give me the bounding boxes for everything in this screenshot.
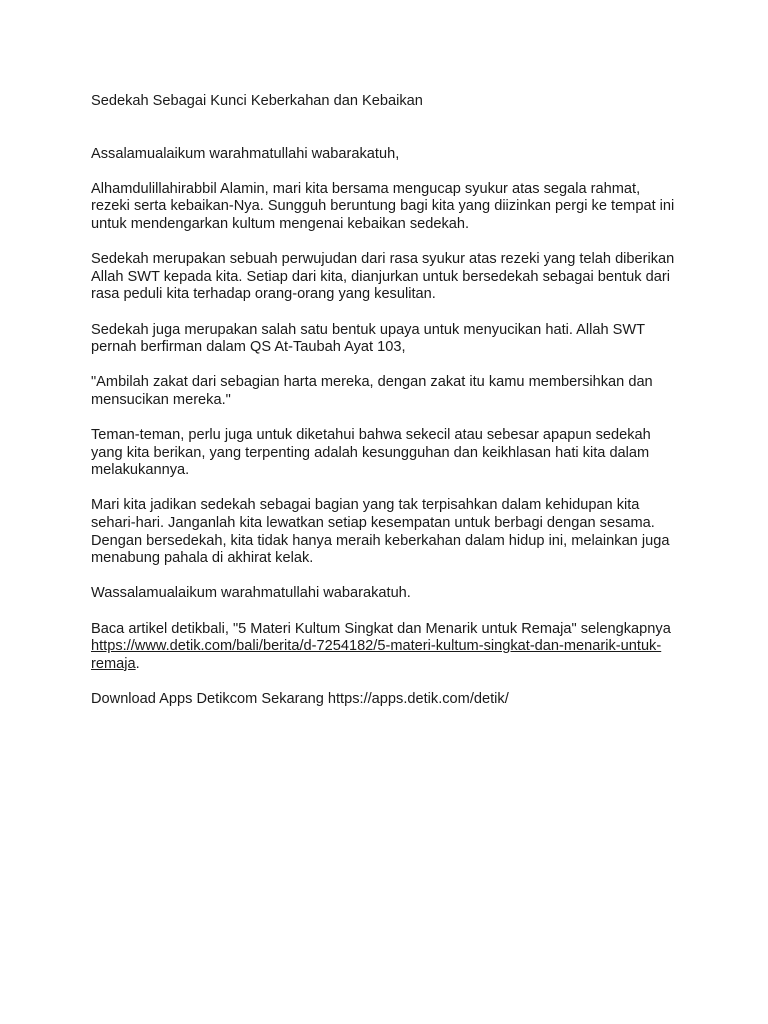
source-suffix: . xyxy=(135,655,140,672)
body-paragraph: Mari kita jadikan sedekah sebagai bagian yang tak terpisahkan dalam kehidupan kita sehari-hari. Janganlah kita lewatkan setiap kesempatan untuk berbagi dengan sesama. Dengan bersedekah, kita tidak hanya meraih keberkahan dalam hidup ini, melainkan juga menabung pahala di akhirat kelak. xyxy=(91,497,670,567)
document-page xyxy=(91,93,681,726)
body-paragraph: Alhamdulillahirabbil Alamin, mari kita bersama mengucap syukur atas segala rahmat, rezeki serta kebaikan-Nya. Sungguh beruntung bagi kita yang diizinkan pergi ke tempat ini untuk mendengarkan kultum mengenai kebaikan sedekah. xyxy=(91,180,675,232)
document-title: Sedekah Sebagai Kunci Keberkahan dan Kebaikan xyxy=(91,93,423,109)
source-prefix: Baca artikel detikbali, "5 Materi Kultum Singkat dan Menarik untuk Remaja" selengkapnya xyxy=(91,620,671,637)
quote-paragraph: "Ambilah zakat dari sebagian harta mereka, dengan zakat itu kamu membersihkan dan mensucikan mereka." xyxy=(91,374,653,408)
closing-paragraph: Wassalamualaikum warahmatullahi wabarakatuh. xyxy=(91,585,411,602)
download-paragraph: Download Apps Detikcom Sekarang https://apps.detik.com/detik/ xyxy=(91,691,509,707)
body-paragraph: Sedekah juga merupakan salah satu bentuk upaya untuk menyucikan hati. Allah SWT pernah berfirman dalam QS At-Taubah Ayat 103, xyxy=(91,321,645,356)
greeting-paragraph: Assalamualaikum warahmatullahi wabarakatuh, xyxy=(91,145,400,162)
source-paragraph xyxy=(91,621,681,674)
body-paragraph: Teman-teman, perlu juga untuk diketahui bahwa sekecil atau sebesar apapun sedekah yang kita berikan, yang terpenting adalah kesungguhan dan keikhlasan hati kita dalam melakukannya. xyxy=(91,427,651,479)
source-article-link[interactable]: https://www.detik.com/bali/berita/d-7254182/5-materi-kultum-singkat-dan-menarik-untuk-remaja xyxy=(91,638,662,672)
body-paragraph: Sedekah merupakan sebuah perwujudan dari rasa syukur atas rezeki yang telah diberikan Allah SWT kepada kita. Setiap dari kita, dianjurkan untuk bersedekah sebagai bentuk dari rasa peduli kita terhadap orang-orang yang kesulitan. xyxy=(91,251,675,303)
